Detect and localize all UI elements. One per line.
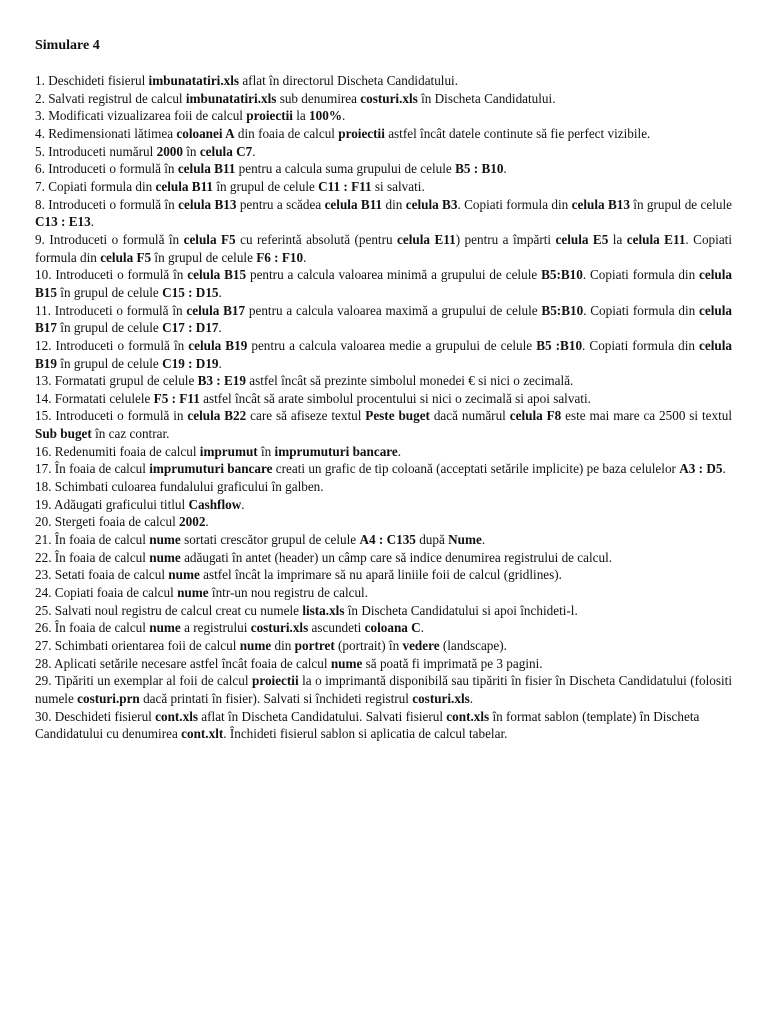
task-item [35, 549, 732, 567]
bold-term: celula F5 [100, 249, 152, 265]
task-text: 20. Stergeti foaia de calcul [35, 514, 180, 530]
bold-term: celula B19 [35, 337, 733, 371]
task-text: . [397, 443, 402, 459]
task-text: în grupul de celule [56, 355, 163, 371]
task-text: 1. Deschideti fisierul [35, 73, 149, 88]
task-item [35, 266, 732, 301]
task-text: 27. Schimbati orientarea foii de calcul [35, 638, 240, 653]
task-text: în grupul de celule [213, 178, 319, 194]
task-text: 10. Introduceti o formulă în [35, 267, 188, 283]
task-text: . [481, 532, 486, 548]
bold-term: F5 : F11 [153, 390, 200, 406]
task-text: aflat în directorul Discheta Candidatului. [239, 73, 459, 88]
bold-term: Peste buget [365, 408, 430, 424]
task-text: după [415, 532, 449, 548]
bold-term: costuri.xls [250, 620, 309, 636]
bold-term: celula B17 [186, 302, 246, 318]
task-text: 12. Introduceti o formulă în [35, 337, 189, 353]
bold-term: proiectii [246, 108, 293, 124]
bold-term: cont.xls [155, 708, 198, 724]
task-text: . [218, 355, 222, 371]
task-text: . [303, 249, 307, 265]
task-item [35, 513, 732, 531]
task-item [35, 125, 732, 143]
task-text: sortati crescător grupul de celule [180, 532, 360, 548]
task-text: în format sablon (template) în Discheta Candidatului cu denumirea [35, 708, 700, 742]
task-text: 23. Setati foaia de calcul [35, 567, 169, 583]
task-text: pentru a calcula suma grupului de celule [235, 161, 456, 177]
bold-term: celula B22 [187, 408, 247, 424]
task-text: . [241, 496, 245, 512]
bold-term: C19 : D19 [162, 355, 219, 371]
bold-term: celula F8 [509, 408, 562, 424]
bold-term: F6 : F10 [256, 249, 304, 265]
bold-term: cont.xls [446, 708, 490, 724]
task-text: . [218, 284, 222, 300]
bold-term: costuri.xls [412, 690, 470, 706]
task-text: este mai mare ca 2500 si textul [561, 408, 733, 424]
task-text: . [252, 143, 256, 159]
bold-term: nume [149, 549, 181, 565]
bold-term: B5:B10 [541, 267, 583, 283]
bold-term: B5 :B10 [536, 337, 583, 353]
task-text: . [469, 690, 474, 706]
bold-term: celula B13 [178, 196, 237, 212]
bold-term: 100% [309, 108, 343, 124]
bold-term: imprumut [199, 443, 258, 459]
task-list [35, 72, 732, 743]
bold-term: celula F5 [183, 231, 236, 247]
task-text: sub denumirea [276, 90, 361, 106]
task-item [35, 160, 732, 178]
task-text: în [182, 143, 200, 159]
task-text: pentru a calcula valoarea medie a grupului de celule [247, 337, 537, 353]
bold-term: C15 : D15 [162, 284, 219, 300]
task-item [35, 496, 732, 514]
task-text: astfel încât să arate simbolul procentului si nici o zecimală si apoi salvati. [199, 390, 591, 406]
task-text: astfel încât datele continute să fie perfect vizibile. [384, 125, 651, 141]
task-text: din [382, 196, 406, 212]
bold-term: Nume [448, 532, 482, 548]
task-item [35, 708, 732, 743]
bold-term: celula B11 [177, 161, 236, 177]
task-item [35, 460, 732, 478]
bold-term: celula B11 [155, 178, 214, 194]
bold-term: celula E5 [555, 231, 609, 247]
bold-term: nume [330, 655, 363, 671]
task-item [35, 302, 732, 337]
bold-term: celula B15 [187, 267, 247, 283]
task-text: (portrait) în [334, 638, 403, 653]
bold-term: celula E11 [626, 231, 686, 247]
task-text: într-un nou registru de calcul. [208, 585, 369, 601]
task-text: . Închideti fisierul sablon si aplicatia de calcul tabelar. [223, 726, 508, 742]
bold-term: C11 : F11 [318, 178, 372, 194]
bold-term: imbunatatiri.xls [185, 90, 277, 106]
task-text: 14. Formatati celulele [35, 390, 154, 406]
task-text: 16. Redenumiti foaia de calcul [35, 443, 200, 459]
task-text: să poată fi imprimată pe 3 pagini. [362, 655, 543, 671]
task-text: din foaia de calcul [234, 125, 339, 141]
task-text: pentru a calcula valoarea maximă a grupului de celule [245, 302, 542, 318]
task-text: a registrului [180, 620, 251, 636]
task-text: adăugati în antet (header) un câmp care să indice denumirea registrului de calcul. [180, 549, 613, 565]
task-item [35, 443, 732, 461]
bold-term: B3 : E19 [197, 373, 246, 389]
bold-term: costuri.prn [77, 690, 140, 706]
task-text: 30. Deschideti fisierul [35, 708, 156, 724]
task-text: . Copiati formula din [582, 337, 700, 353]
bold-term: C13 : E13 [35, 214, 91, 230]
document-title: Simulare 4 [35, 38, 100, 53]
bold-term: coloanei A [176, 125, 235, 141]
bold-term: Sub buget [35, 426, 92, 442]
task-item [35, 196, 732, 231]
task-text: astfel încât să prezinte simbolul monedei € si nici o zecimală. [245, 373, 574, 389]
task-text: la [292, 108, 310, 124]
task-text: în caz contrar. [91, 426, 170, 442]
bold-term: costuri.xls [360, 90, 418, 106]
bold-term: proiectii [252, 673, 299, 689]
task-item [35, 107, 732, 125]
bold-term: celula B11 [324, 196, 383, 212]
bold-term: 2002 [179, 514, 206, 530]
task-item [35, 178, 732, 196]
bold-term: portret [294, 638, 335, 653]
task-text: care să afiseze textul [246, 408, 366, 424]
task-item [35, 655, 732, 673]
task-item [35, 531, 732, 549]
bold-term: nume [239, 638, 272, 653]
bold-term: coloana C [364, 620, 421, 636]
task-item [35, 390, 732, 408]
task-text: în [257, 443, 275, 459]
task-text: (landscape). [439, 638, 507, 653]
task-text: 29. Tipăriti un exemplar al foii de calcul [35, 673, 252, 689]
task-text: 5. Introduceti numărul [35, 143, 157, 159]
task-text: în grupul de celule [56, 320, 163, 336]
task-text: 8. Introduceti o formulă în [35, 196, 179, 212]
bold-term: A4 : C135 [359, 532, 416, 548]
bold-term: cont.xlt [181, 726, 224, 742]
task-text: în Discheta Candidatului si apoi închideti-l. [344, 602, 578, 618]
task-text: 28. Aplicati setările necesare astfel încât foaia de calcul [35, 655, 331, 671]
task-text: 25. Salvati noul registru de calcul creat cu numele [35, 602, 303, 618]
task-text: 3. Modificati vizualizarea foii de calcul [35, 108, 247, 124]
task-item [35, 90, 732, 108]
task-item [35, 602, 732, 620]
bold-term: celula B13 [571, 196, 630, 212]
bold-term: A3 : D5 [679, 461, 723, 477]
task-text: creati un grafic de tip coloană (acceptati setările implicite) pe baza celulelor [272, 461, 680, 477]
bold-term: celula C7 [199, 143, 253, 159]
task-text: 4. Redimensionati lătimea [35, 125, 177, 141]
bold-term: celula B17 [35, 302, 732, 336]
task-text: . Copiati formula din [457, 196, 572, 212]
bold-term: Cashflow [188, 496, 242, 512]
task-item [35, 478, 732, 496]
task-text: dacă printati în fisier). Salvati si închideti registrul [139, 690, 413, 706]
task-text: 13. Formatati grupul de celule [35, 373, 198, 389]
task-item [35, 372, 732, 390]
task-text: cu referintă absolută (pentru [235, 231, 398, 247]
task-text: 22. În foaia de calcul [35, 549, 150, 565]
task-text: . [342, 108, 346, 124]
task-text: . [205, 514, 209, 530]
bold-term: nume [168, 567, 200, 583]
bold-term: nume [177, 585, 209, 601]
task-text: . [218, 320, 222, 336]
task-text: astfel încât la imprimare să nu apară liniile foii de calcul (gridlines). [199, 567, 562, 583]
bold-term: celula B15 [35, 267, 733, 300]
task-text: . [90, 214, 94, 230]
task-text: în grupul de celule [151, 249, 257, 265]
task-text: ascundeti [308, 620, 365, 636]
task-item [35, 672, 732, 707]
bold-term: imbunatatiri.xls [148, 73, 240, 88]
task-item [35, 72, 732, 90]
task-text: 19. Adăugati graficului titlul [35, 496, 189, 512]
bold-term: C17 : D17 [162, 320, 219, 336]
task-text: 11. Introduceti o formulă în [35, 302, 187, 318]
bold-term: lista.xls [302, 602, 345, 618]
task-text: 21. În foaia de calcul [35, 532, 150, 548]
task-text: aflat în Discheta Candidatului. Salvati fisierul [197, 708, 447, 724]
task-text: 9. Introduceti o formulă în [35, 231, 184, 247]
task-text: . [722, 461, 726, 477]
task-text: . Copiati formula din [35, 231, 732, 265]
task-text: . Copiati formula din [582, 267, 700, 283]
bold-term: B5 : B10 [455, 161, 504, 177]
task-item [35, 619, 732, 637]
task-text: . [420, 620, 424, 636]
task-text: 2. Salvati registrul de calcul [35, 90, 186, 106]
bold-term: 2000 [156, 143, 183, 159]
task-text: din [271, 638, 295, 653]
task-text: 7. Copiati formula din [35, 178, 156, 194]
task-text: si salvati. [371, 178, 425, 194]
task-item [35, 231, 732, 266]
task-item [35, 584, 732, 602]
task-text: 26. În foaia de calcul [35, 620, 150, 636]
task-item [35, 337, 732, 372]
task-text: pentru a calcula valoarea minimă a grupului de celule [246, 267, 542, 283]
bold-term: celula B3 [405, 196, 458, 212]
bold-term: nume [149, 532, 181, 548]
bold-term: celula E11 [397, 231, 456, 247]
task-item [35, 407, 732, 442]
task-text: în grupul de celule [629, 196, 732, 212]
task-text: în grupul de celule [56, 284, 163, 300]
task-text: 15. Introduceti o formulă in [35, 408, 188, 424]
task-item [35, 566, 732, 584]
bold-term: proiectii [338, 125, 385, 141]
task-text: 17. În foaia de calcul [35, 461, 150, 477]
task-text: ) pentru a împărti [455, 231, 556, 247]
task-text: 24. Copiati foaia de calcul [35, 585, 178, 601]
task-text: la o imprimantă disponibilă sau tipăriti în fisier în Discheta Candidatului (folositi numele [35, 673, 732, 706]
bold-term: imprumuturi bancare [274, 443, 398, 459]
task-item [35, 143, 732, 161]
bold-term: nume [149, 620, 181, 636]
task-text: la [608, 231, 627, 247]
bold-term: celula B19 [188, 337, 248, 353]
task-text: 6. Introduceti o formulă în [35, 161, 178, 177]
task-text: . Copiati formula din [583, 302, 700, 318]
task-text: 18. Schimbati culoarea fundalului graficului în galben. [35, 479, 324, 495]
task-text: pentru a scădea [236, 196, 325, 212]
bold-term: B5:B10 [541, 302, 584, 318]
bold-term: imprumuturi bancare [149, 461, 273, 477]
bold-term: vedere [402, 638, 440, 653]
task-item [35, 637, 732, 655]
task-text: . [503, 161, 507, 177]
task-text: dacă numărul [429, 408, 510, 424]
task-text: în Discheta Candidatului. [417, 90, 556, 106]
